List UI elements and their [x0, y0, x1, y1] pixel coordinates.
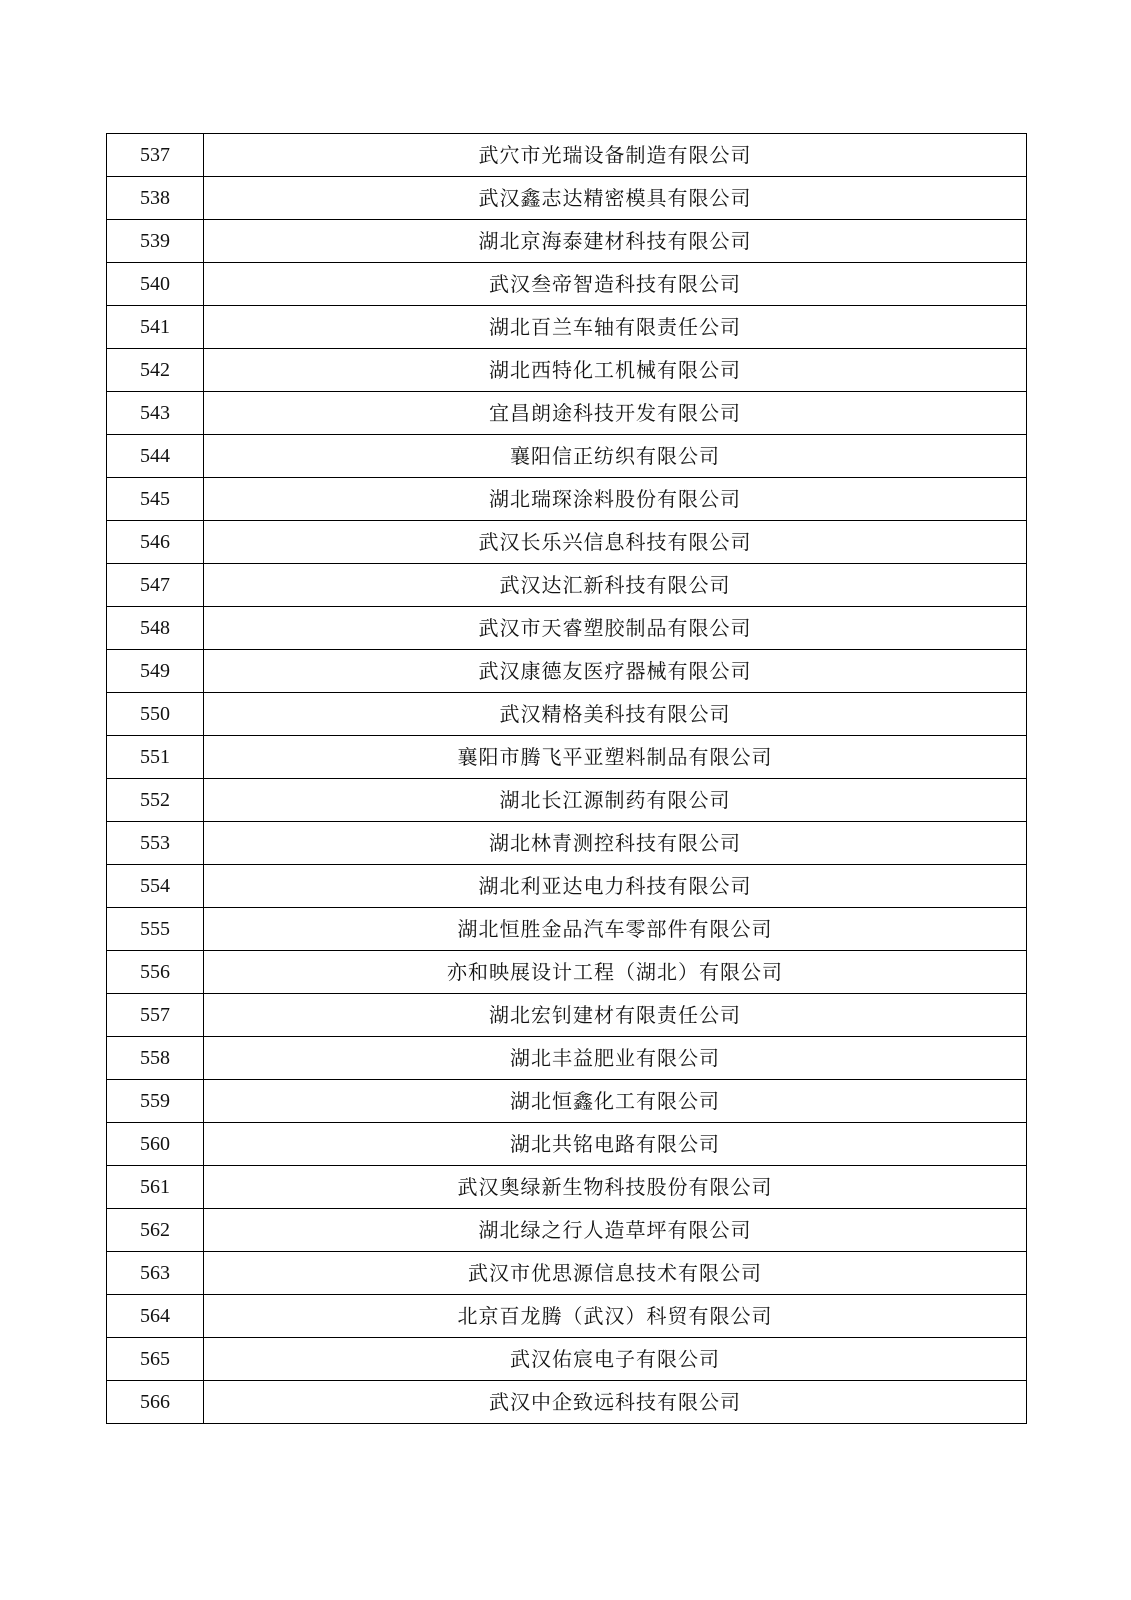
- company-name: 襄阳信正纺织有限公司: [204, 435, 1027, 478]
- table-row: [107, 263, 1027, 306]
- table-row: [107, 1338, 1027, 1381]
- row-number: 560: [107, 1123, 204, 1166]
- company-name: 武汉市天睿塑胶制品有限公司: [204, 607, 1027, 650]
- company-name: 宜昌朗途科技开发有限公司: [204, 392, 1027, 435]
- row-number: 552: [107, 779, 204, 822]
- table-row: [107, 1123, 1027, 1166]
- row-number: 540: [107, 263, 204, 306]
- table-row: [107, 435, 1027, 478]
- company-name: 湖北宏钊建材有限责任公司: [204, 994, 1027, 1037]
- row-number: 543: [107, 392, 204, 435]
- company-name: 湖北绿之行人造草坪有限公司: [204, 1209, 1027, 1252]
- company-name: 武汉奥绿新生物科技股份有限公司: [204, 1166, 1027, 1209]
- table-row: [107, 349, 1027, 392]
- company-name: 襄阳市腾飞平亚塑料制品有限公司: [204, 736, 1027, 779]
- company-list-body: [107, 134, 1027, 1424]
- row-number: 564: [107, 1295, 204, 1338]
- table-row: [107, 1166, 1027, 1209]
- table-row: [107, 478, 1027, 521]
- table-row: [107, 564, 1027, 607]
- company-name: 湖北共铭电路有限公司: [204, 1123, 1027, 1166]
- table-row: [107, 177, 1027, 220]
- row-number: 547: [107, 564, 204, 607]
- table-row: [107, 779, 1027, 822]
- row-number: 539: [107, 220, 204, 263]
- row-number: 542: [107, 349, 204, 392]
- table-row: [107, 220, 1027, 263]
- table-row: [107, 822, 1027, 865]
- company-list-table: [106, 133, 1027, 1424]
- row-number: 565: [107, 1338, 204, 1381]
- table-row: [107, 1381, 1027, 1424]
- company-name: 武汉市优思源信息技术有限公司: [204, 1252, 1027, 1295]
- row-number: 563: [107, 1252, 204, 1295]
- table-row: [107, 650, 1027, 693]
- company-name: 武汉叁帝智造科技有限公司: [204, 263, 1027, 306]
- company-name: 武汉鑫志达精密模具有限公司: [204, 177, 1027, 220]
- row-number: 553: [107, 822, 204, 865]
- row-number: 556: [107, 951, 204, 994]
- company-name: 湖北恒鑫化工有限公司: [204, 1080, 1027, 1123]
- table-row: [107, 908, 1027, 951]
- table-row: [107, 951, 1027, 994]
- company-name: 武汉康德友医疗器械有限公司: [204, 650, 1027, 693]
- row-number: 544: [107, 435, 204, 478]
- table-row: [107, 693, 1027, 736]
- table-row: [107, 1037, 1027, 1080]
- table-row: [107, 134, 1027, 177]
- table-row: [107, 607, 1027, 650]
- table-row: [107, 1080, 1027, 1123]
- row-number: 557: [107, 994, 204, 1037]
- company-name: 湖北长江源制药有限公司: [204, 779, 1027, 822]
- row-number: 562: [107, 1209, 204, 1252]
- row-number: 546: [107, 521, 204, 564]
- company-name: 北京百龙腾（武汉）科贸有限公司: [204, 1295, 1027, 1338]
- table-row: [107, 865, 1027, 908]
- table-row: [107, 736, 1027, 779]
- company-name: 湖北利亚达电力科技有限公司: [204, 865, 1027, 908]
- table-row: [107, 392, 1027, 435]
- row-number: 566: [107, 1381, 204, 1424]
- row-number: 551: [107, 736, 204, 779]
- table-row: [107, 1209, 1027, 1252]
- row-number: 548: [107, 607, 204, 650]
- row-number: 561: [107, 1166, 204, 1209]
- row-number: 545: [107, 478, 204, 521]
- company-name: 武汉中企致远科技有限公司: [204, 1381, 1027, 1424]
- company-name: 湖北百兰车轴有限责任公司: [204, 306, 1027, 349]
- company-name: 湖北丰益肥业有限公司: [204, 1037, 1027, 1080]
- company-name: 湖北瑞琛涂料股份有限公司: [204, 478, 1027, 521]
- company-name: 武汉长乐兴信息科技有限公司: [204, 521, 1027, 564]
- company-name: 湖北京海泰建材科技有限公司: [204, 220, 1027, 263]
- company-name: 亦和映展设计工程（湖北）有限公司: [204, 951, 1027, 994]
- company-name: 武汉精格美科技有限公司: [204, 693, 1027, 736]
- row-number: 555: [107, 908, 204, 951]
- table-row: [107, 306, 1027, 349]
- row-number: 541: [107, 306, 204, 349]
- row-number: 550: [107, 693, 204, 736]
- company-name: 湖北林青测控科技有限公司: [204, 822, 1027, 865]
- company-name: 武汉佑宸电子有限公司: [204, 1338, 1027, 1381]
- table-row: [107, 994, 1027, 1037]
- row-number: 549: [107, 650, 204, 693]
- table-row: [107, 521, 1027, 564]
- row-number: 558: [107, 1037, 204, 1080]
- row-number: 537: [107, 134, 204, 177]
- company-name: 武汉达汇新科技有限公司: [204, 564, 1027, 607]
- row-number: 538: [107, 177, 204, 220]
- company-name: 武穴市光瑞设备制造有限公司: [204, 134, 1027, 177]
- company-name: 湖北恒胜金品汽车零部件有限公司: [204, 908, 1027, 951]
- table-row: [107, 1295, 1027, 1338]
- table-row: [107, 1252, 1027, 1295]
- row-number: 554: [107, 865, 204, 908]
- row-number: 559: [107, 1080, 204, 1123]
- company-name: 湖北西特化工机械有限公司: [204, 349, 1027, 392]
